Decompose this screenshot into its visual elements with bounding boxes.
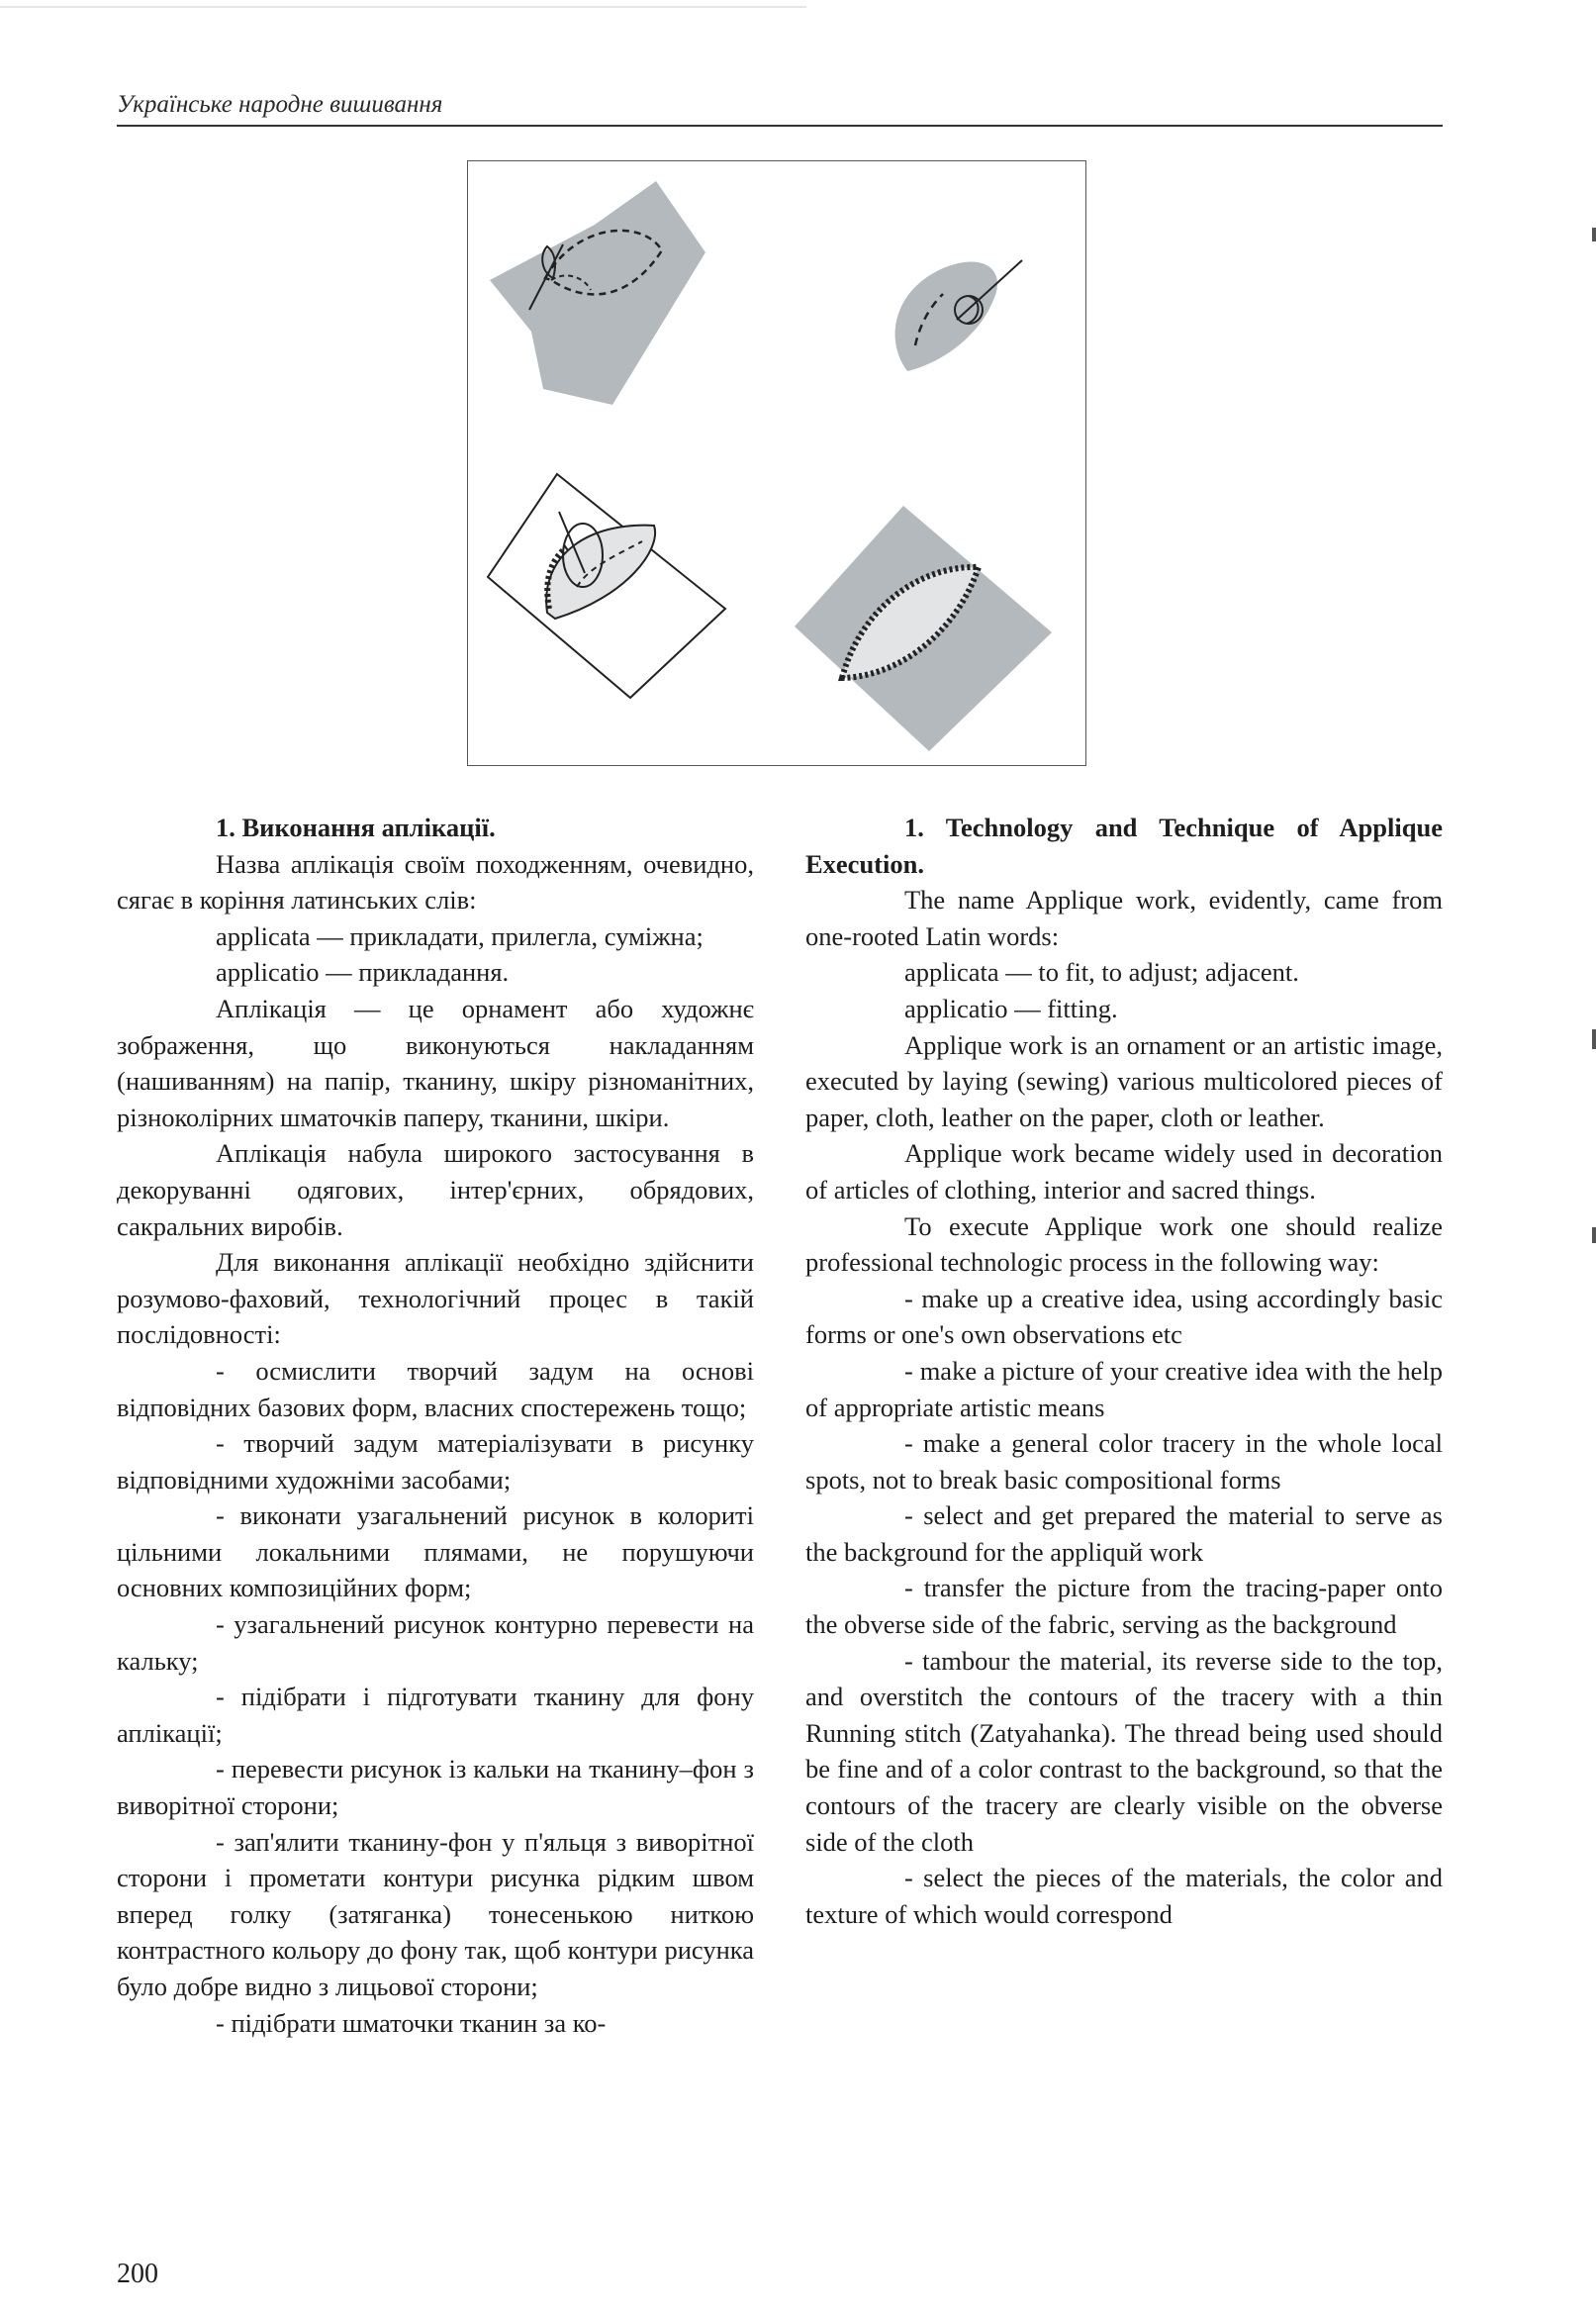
scan-edge-mark xyxy=(1592,1227,1596,1243)
paragraph: The name Applique work, evidently, came from one-rooted Latin words: xyxy=(805,885,1443,951)
list-item: - перевести рисунок із кальки на тканину–фон з виворітної сторони; xyxy=(117,1754,754,1821)
running-title: Українське народне вишивання xyxy=(117,91,443,118)
ukrainian-text-column xyxy=(117,810,754,2041)
section-title: 1. Technology and Technique of Applique Execution. xyxy=(805,813,1443,879)
list-item: - select and get prepared the material to serve as the background for the appliquй work xyxy=(805,1500,1443,1567)
paragraph: Для виконання аплікації необхідно здійснити розумово-фаховий, технологічний процес в такій послідовності: xyxy=(117,1247,754,1350)
paragraph: Аплікація набула широкого застосування в декоруванні одягових, інтер'єрних, обрядових, сакральних виробів. xyxy=(117,1138,754,1241)
scan-edge-mark xyxy=(1592,228,1596,241)
list-item: - make up a creative idea, using accordingly basic forms or one's own observations etc xyxy=(805,1283,1443,1350)
list-item: - make a picture of your creative idea with the help of appropriate artistic means xyxy=(805,1355,1443,1422)
hoop-with-applique-icon xyxy=(488,474,725,698)
list-item: - творчий задум матеріалізувати в рисунку відповідними художніми засобами; xyxy=(117,1428,754,1494)
paragraph: applicatio — fitting. xyxy=(904,993,1118,1023)
list-item: - підібрати і підготувати тканину для фону аплікації; xyxy=(117,1682,754,1748)
list-item: - transfer the picture from the tracing-paper onto the obverse side of the fabric, serving as the background xyxy=(805,1573,1443,1640)
applique-steps-figure xyxy=(467,160,1086,766)
english-text-column xyxy=(805,810,1443,1932)
paragraph: Аплікація — це орнамент або художнє зображення, що виконуються накладанням (нашиванням) на папір, тканину, шкіру різноманітних, різноколірних шматочків паперу, тканини, шкіри. xyxy=(117,993,754,1132)
list-item: - tambour the material, its reverse side to the top, and overstitch the contours of the tracery with a thin Running stitch (Zatyahanka). The thread being used should be fine and of a color contrast to the background, so that the contours of the tracery are clearly visible on the obverse side of the cloth xyxy=(805,1645,1443,1857)
needle-and-thread-icon xyxy=(895,260,1022,371)
paragraph: Applique work is an ornament or an artistic image, executed by laying (sewing) various multicolored pieces of paper, cloth, leather on the paper, cloth or leather. xyxy=(805,1029,1443,1132)
list-item: - виконати узагальнений рисунок в колориті цільними локальними плямами, не порушуючи основних композиційних форм; xyxy=(117,1500,754,1603)
finished-leaf-applique-icon xyxy=(795,506,1052,751)
paragraph: Applique work became widely used in decoration of articles of clothing, interior and sacred things. xyxy=(805,1138,1443,1205)
paragraph: applicatio — прикладання. xyxy=(216,957,510,988)
list-item: - підібрати шматочки тканин за ко- xyxy=(216,2007,607,2038)
list-item: - select the pieces of the materials, the color and texture of which would correspond xyxy=(805,1863,1443,1929)
list-item: - узагальнений рисунок контурно перевести на кальку; xyxy=(117,1609,754,1676)
page-number: 200 xyxy=(117,2259,158,2289)
paragraph: applicata — прикладати, прилегла, суміжна; xyxy=(216,920,704,951)
scan-edge-mark xyxy=(1592,1029,1596,1049)
list-item: - make a general color tracery in the whole local spots, not to break basic compositional forms xyxy=(805,1428,1443,1494)
list-item: - зап'ялити тканину-фон у п'яльця з виворітної сторони і прометати контури рисунка рідким швом вперед голку (затяганка) тонесенькою ниткою контрастного кольору до фону так, щоб контури рисунка було добре видно з лицьової сторони; xyxy=(117,1826,754,2001)
paragraph: To execute Applique work one should realize professional technologic process in the following way: xyxy=(805,1210,1443,1278)
scan-edge-line xyxy=(0,6,806,8)
paragraph: Назва аплікація своїм походженням, очевидно, сягає в коріння латинських слів: xyxy=(117,848,754,916)
list-item: - осмислити творчий задум на основі відповідних базових форм, власних спостережень тощо; xyxy=(117,1355,754,1422)
cut-out-leaf-on-fabric-icon xyxy=(490,181,705,405)
paragraph: applicata — to fit, to adjust; adjacent. xyxy=(904,957,1299,988)
section-title: 1. Виконання аплікації. xyxy=(216,813,496,842)
header-rule xyxy=(117,125,1443,127)
